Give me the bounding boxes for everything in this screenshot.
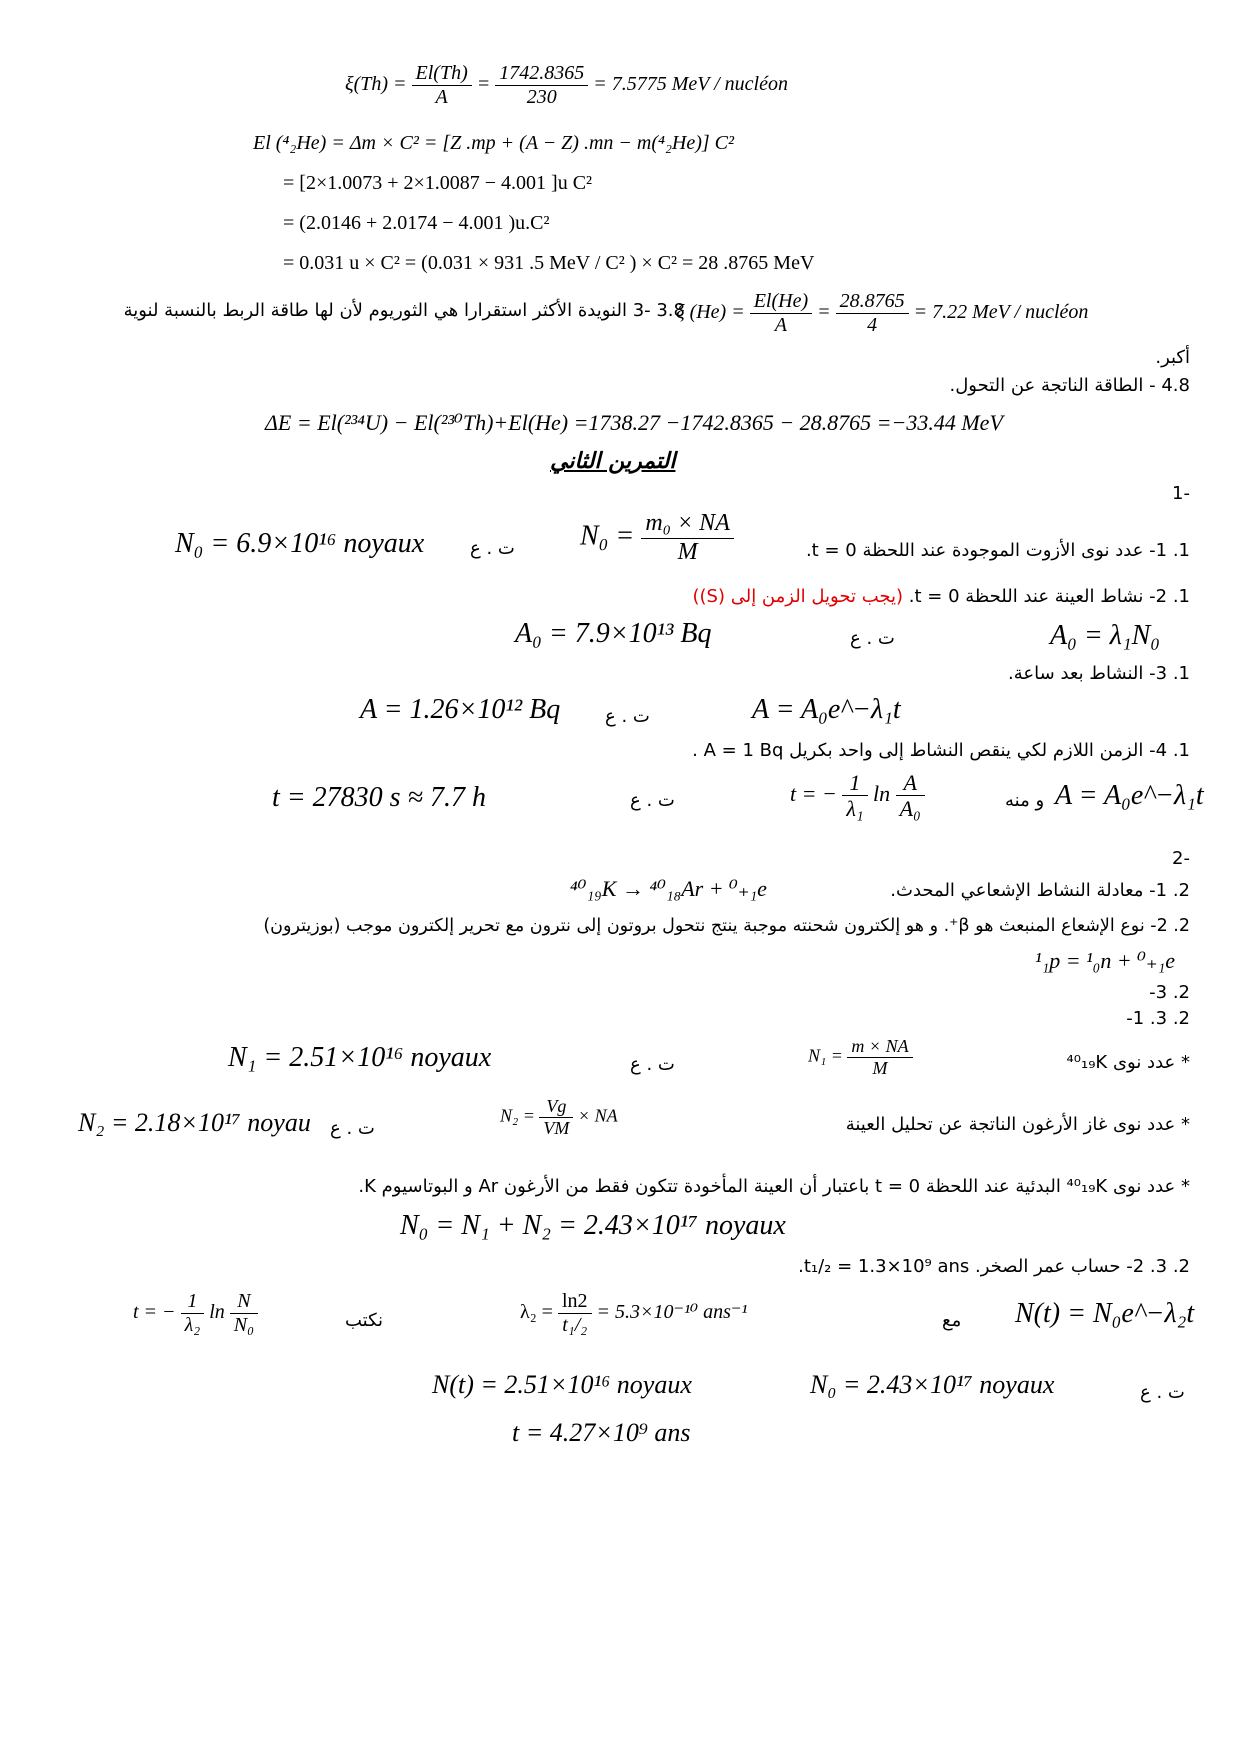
proton-conversion-equation: ¹₁p = ¹₀n + ⁰₊₁e	[1035, 948, 1176, 973]
fraction: $\frac{1742.8365}{230}$	[495, 62, 588, 109]
question-3-8-cont: أكبر.	[1155, 347, 1190, 368]
question-3-8: 3.8 -3 النويدة الأكثر استقرارا هي الثوريوم لأن لها طاقة الربط بالنسبة لنوية	[123, 300, 685, 321]
question-2-3: 2. 3-	[1149, 982, 1190, 1003]
numeric-application-label: ت . ع	[1140, 1382, 1185, 1403]
question-1-1: 1. 1- عدد نوى الأزوت الموجودة عند اللحظة t = 0.	[805, 540, 1190, 561]
n0-value: N₀ = 2.43×10¹⁷ noyaux	[810, 1370, 1055, 1399]
n1-result: N₁ = 2.51×10¹⁶ noyaux	[228, 1042, 492, 1073]
question-2-2: 2. 2- نوع الإشعاع المنبعث هو β⁺. و هو إلكترون شحنته موجبة ينتج نتحول بروتون إلى نترون مع تحرير إلكترون موجب (بوزيترون)	[263, 916, 1190, 936]
section-number: -2	[1172, 848, 1190, 869]
fraction: $\frac{El(He)}{A}$	[750, 290, 812, 337]
and-from-it-label: و منه	[1005, 790, 1045, 811]
question-4-8: 4.8 - الطاقة الناتجة عن التحول.	[949, 375, 1190, 396]
n0-result: N₀ = 6.9×10¹⁶ noyaux	[175, 528, 425, 559]
calc-line: = 0.031 u × C² = (0.031 × 931 .5 MeV / C² ) × C² = 28 .8765 MeV	[283, 252, 815, 274]
numeric-application-label: ت . ع	[605, 706, 650, 727]
numeric-application-label: ت . ع	[470, 538, 515, 559]
exercise-title: التمرين الثاني	[550, 449, 676, 474]
numeric-application-label: ت . ع	[850, 628, 895, 649]
k40-count-label: * عدد نوى ⁴⁰₁₉K	[1066, 1052, 1190, 1073]
n0-sum-result: N₀ = N₁ + N₂ = 2.43×10¹⁷ noyaux	[400, 1210, 786, 1241]
initial-k40-label: * عدد نوى ⁴⁰₁₉K البدئية عند اللحظة t = 0 باعتبار أن العينة المأخودة تتكون فقط من الأرغون Ar و البوتاسيوم K.	[358, 1176, 1190, 1197]
fraction: $\frac{A}{\text{A₀}}$	[896, 770, 925, 822]
question-1-4: 1. 4- الزمن اللازم لكي ينقص النشاط إلى واحد بكريل A = 1 Bq .	[692, 740, 1190, 761]
n0-formula: N₀ = $\frac{\text{m₀ × NA}}{M}$	[580, 510, 734, 566]
a-result: A = 1.26×10¹² Bq	[360, 694, 561, 725]
rock-age-result: t = 4.27×10⁹ ans	[512, 1418, 691, 1447]
xi-th-line: ξ(Th) = $\frac{El(Th)}{A}$ = $\frac{1742.8365}{230}$ = 7.5775 MeV / nucléon	[345, 62, 788, 108]
unit-note: (يجب تحويل الزمن إلى (S))	[692, 586, 904, 607]
a-formula: A = A₀e^−λ₁t	[752, 694, 901, 725]
question-2-3-1: 2. 3. 1-	[1126, 1008, 1190, 1029]
fraction: $\frac{El(Th)}{A}$	[412, 62, 472, 109]
fraction: $\frac{Vg}{VM}$	[539, 1096, 573, 1138]
n2-result: N₂ = 2.18×10¹⁷ noyau	[78, 1108, 311, 1137]
numeric-application-label: ت . ع	[330, 1118, 375, 1139]
n1-formula: N₁ = $\frac{m \times NA}{M}$	[808, 1036, 913, 1078]
question-2-1: 2. 1- معادلة النشاط الإشعاعي المحدث.	[890, 880, 1190, 901]
we-write-label: نكتب	[345, 1310, 384, 1331]
section-number: -1	[1172, 483, 1190, 504]
a-decay-formula: A = A₀e^−λ₁t	[1055, 780, 1204, 811]
question-1-3: 1. 3- النشاط بعد ساعة.	[1008, 663, 1190, 684]
a0-formula: A₀ = λ₁N₀	[1050, 620, 1161, 651]
calc-line: = [2×1.0073 + 2×1.0087 − 4.001 ]u C²	[283, 172, 593, 194]
argon-count-label: * عدد نوى غاز الأرغون الناتجة عن تحليل العينة	[845, 1114, 1190, 1135]
a0-result: A₀ = 7.9×10¹³ Bq	[515, 618, 712, 649]
decay-equation: ⁴⁰₁₉K → ⁴⁰₁₈Ar + ⁰₊₁e	[570, 876, 767, 901]
fraction: $\frac{1}{\text{λ₁}}$	[842, 770, 867, 822]
lambda2-formula: λ₂ = $\frac{\ln 2}{\text{t₁/₂}}$ = 5.3×10⁻¹⁰ ans⁻¹	[520, 1290, 748, 1336]
calc-line: = (2.0146 + 2.0174 − 4.001 )u.C²	[283, 212, 550, 234]
fraction: $\frac{m \times NA}{M}$	[847, 1036, 912, 1078]
question-1-2: 1. 2- نشاط العينة عند اللحظة t = 0. (يجب تحويل الزمن إلى (S))	[692, 586, 1190, 607]
xi-he-formula: ξ (He) = $\frac{El(He)}{A}$ = $\frac{28.8765}{4}$ = 7.22 MeV / nucléon	[676, 290, 1089, 336]
fraction: $\frac{\ln 2}{\text{t₁/₂}}$	[558, 1290, 592, 1337]
question-2-3-2: 2. 3. 2- حساب عمر الصخر. t₁/₂ = 1.3×10⁹ ans.	[798, 1256, 1190, 1277]
fraction: $\frac{\text{m₀ × NA}}{M}$	[641, 510, 734, 566]
n2-formula: N₂ = $\frac{Vg}{VM}$ × NA	[500, 1096, 618, 1138]
t-result: t = 27830 s ≈ 7.7 h	[272, 782, 486, 813]
numeric-application-label: ت . ع	[630, 1054, 675, 1075]
n-decay-formula: N(t) = N₀e^−λ₂t	[1015, 1298, 1195, 1329]
numeric-application-label: ت . ع	[630, 790, 675, 811]
nt-value: N(t) = 2.51×10¹⁶ noyaux	[432, 1370, 692, 1399]
with-label: مع	[942, 1310, 962, 1331]
el-he-line: El (⁴₂He) = Δm × C² = [Z .mp + (A − Z) .mn − m(⁴₂He)] C²	[253, 132, 735, 154]
fraction: $\frac{1}{\text{λ₂}}$	[181, 1290, 205, 1337]
fraction: $\frac{28.8765}{4}$	[836, 290, 909, 337]
t-log-formula: t = − $\frac{1}{\text{λ₂}}$ ln $\frac{N}{\text{N₀}}$	[133, 1290, 258, 1337]
delta-e-line: ΔE = El(²³⁴U) − El(²³⁰Th)+El(He) =1738.27 −1742.8365 − 28.8765 =−33.44 MeV	[265, 410, 1003, 435]
fraction: $\frac{N}{\text{N₀}}$	[230, 1290, 258, 1337]
t-formula: t = − $\frac{1}{\text{λ₁}}$ ln $\frac{A}{\text{A₀}}$	[790, 770, 925, 822]
